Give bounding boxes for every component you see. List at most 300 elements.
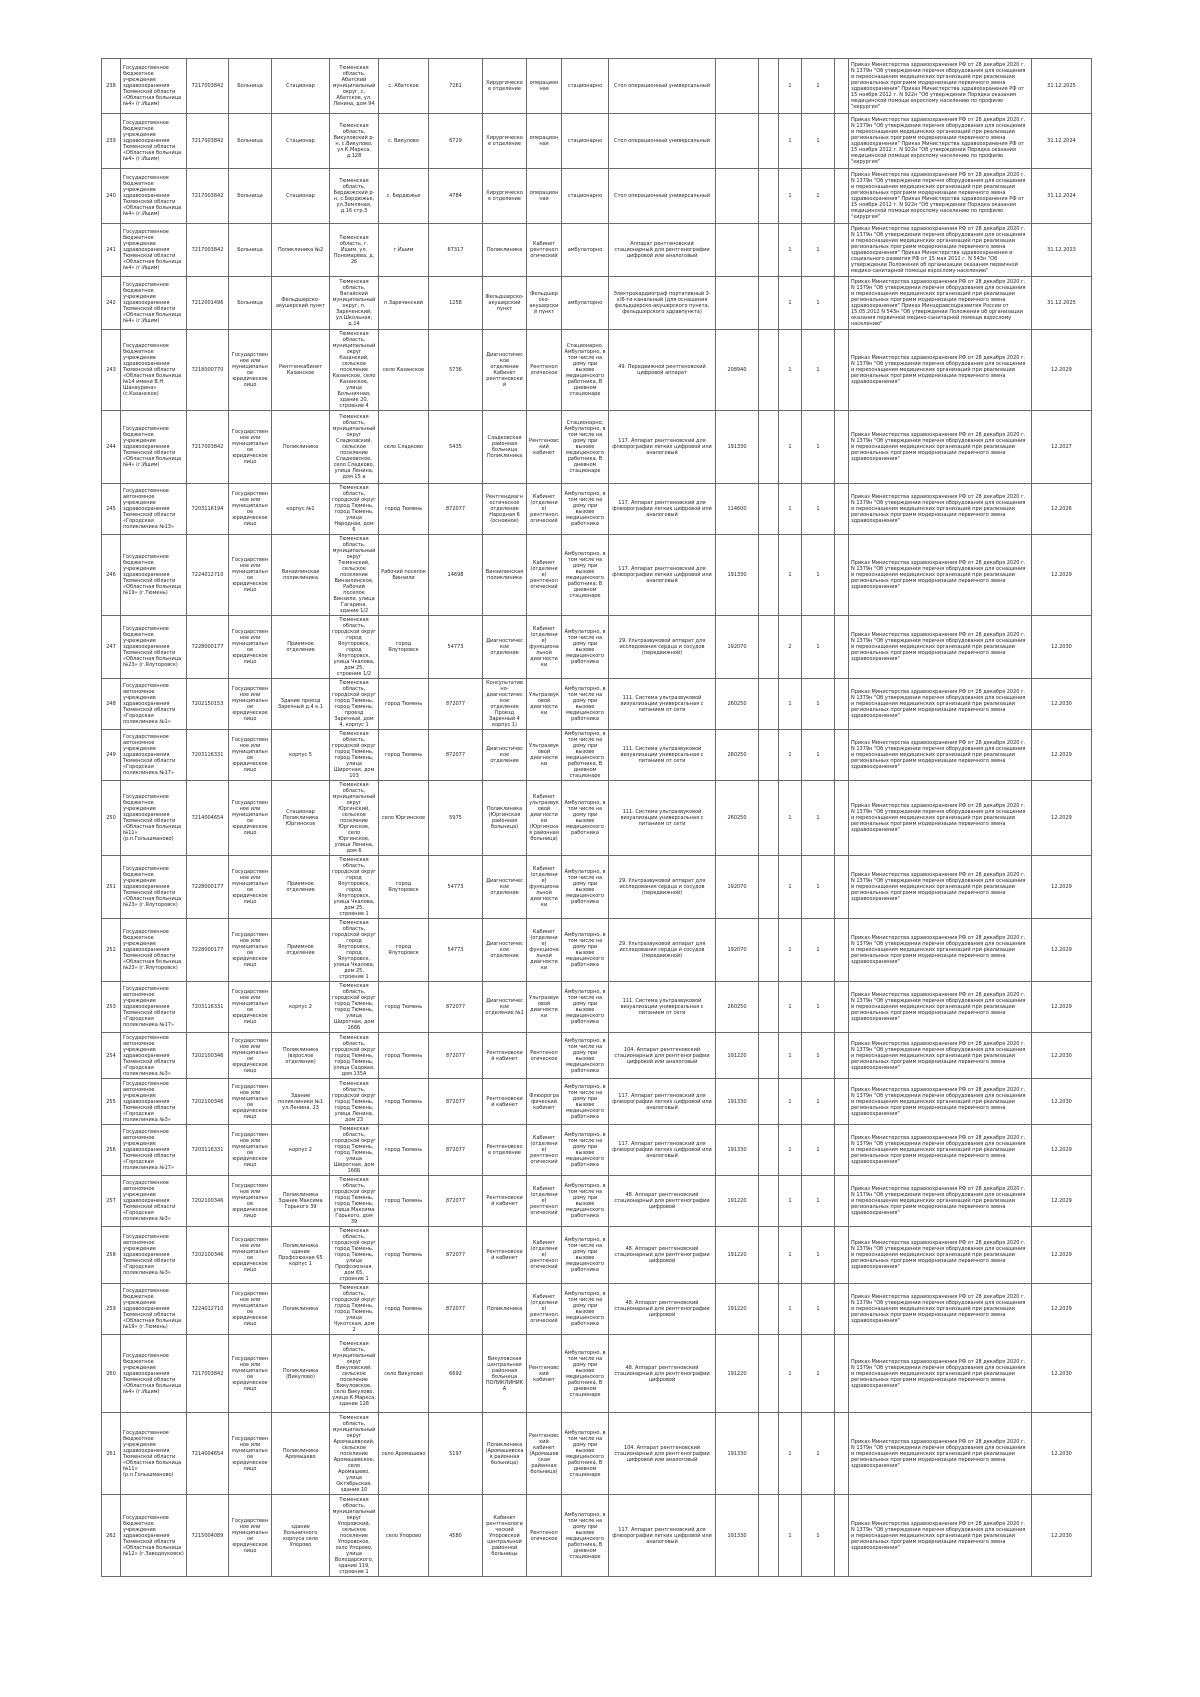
cell-org: Государственное бюджетное учреждение здравоохранения Тюменской области «Областная больница №23» (г.Ялуторовск) bbox=[121, 919, 187, 982]
cell-type: Государственное или муниципальное юридическое лицо bbox=[229, 856, 272, 919]
cell-equip: Электрокардиограф портативный 3-х/6-ти канальный (для оснащения фельдшерско-акушерского пункта, фельдшерского здравпункта) bbox=[609, 277, 716, 330]
cell-cond: стационарно bbox=[562, 59, 609, 114]
cell-type: Государственное или муниципальное юридическое лицо bbox=[229, 982, 272, 1033]
cell-addr: Тюменская область, городской округ город Тюмень, город Тюмень, улица Широтная, дом 103 bbox=[330, 730, 379, 781]
cell-pop: 872077 bbox=[429, 982, 483, 1033]
cell-c1: 260250 bbox=[716, 781, 759, 856]
cell-q1: 1 bbox=[779, 114, 802, 169]
cell-loc: село Викулово bbox=[379, 1335, 429, 1413]
cell-q2: 1 bbox=[802, 856, 835, 919]
cell-blank bbox=[835, 730, 849, 781]
cell-room: Кабинет (отделение) рентгенологический bbox=[527, 1227, 562, 1284]
cell-pop: 67317 bbox=[429, 224, 483, 277]
cell-pop: 872077 bbox=[429, 484, 483, 535]
cell-room: Кабинет (отделение) рентгенологический bbox=[527, 535, 562, 616]
cell-room: Кабинет (отделение) функциональной диагностики bbox=[527, 919, 562, 982]
cell-loc: село Сладково bbox=[379, 411, 429, 484]
cell-c2 bbox=[759, 856, 779, 919]
cell-cond: Амбулаторно, в том числе на дому при вызове медицинского работника bbox=[562, 679, 609, 730]
cell-inn: 7215004089 bbox=[187, 1495, 229, 1577]
cell-equip: Аппарат рентгеновский стационарный для рентгенографии цифровой или аналоговый bbox=[609, 224, 716, 277]
cell-blank bbox=[835, 169, 849, 224]
cell-date: 12.2030 bbox=[1032, 1413, 1092, 1495]
cell-loc: город Тюмень bbox=[379, 1079, 429, 1125]
cell-org: Государственное автономное учреждение здравоохранения Тюменской области «Городская поликлиника №3» bbox=[121, 1079, 187, 1125]
cell-date: 12.2029 bbox=[1032, 1284, 1092, 1335]
table-row bbox=[102, 1335, 1092, 1413]
cell-sub: Поликлиника (взрослое отделение) bbox=[272, 1033, 330, 1079]
cell-q1: 1 bbox=[779, 982, 802, 1033]
cell-loc: город Тюмень bbox=[379, 1284, 429, 1335]
cell-inn: 7202100346 bbox=[187, 1079, 229, 1125]
cell-n: 259 bbox=[102, 1284, 121, 1335]
cell-date: 12.2029 bbox=[1032, 856, 1092, 919]
cell-org: Государственное бюджетное учреждение здравоохранения Тюменской области «Областная больница №4» (г.Ишим) bbox=[121, 224, 187, 277]
cell-q2: 1 bbox=[802, 1033, 835, 1079]
cell-date: 12.2029 bbox=[1032, 730, 1092, 781]
table-row bbox=[102, 224, 1092, 277]
cell-equip: 117. Аппарат рентгеновский для флюорографии легких цифровой или аналоговый bbox=[609, 1125, 716, 1176]
cell-pop: 7261 bbox=[429, 59, 483, 114]
cell-n: 258 bbox=[102, 1227, 121, 1284]
cell-c2 bbox=[759, 616, 779, 679]
cell-q1: 1 bbox=[779, 1033, 802, 1079]
table-row bbox=[102, 277, 1092, 330]
cell-room: Рентгенологическое bbox=[527, 1495, 562, 1577]
cell-type: Государственное или муниципальное юридическое лицо bbox=[229, 1125, 272, 1176]
cell-q2: 1 bbox=[802, 679, 835, 730]
cell-addr: Тюменская область, Абатский муниципальный округ, с. Абатское, ул. Ленина, дом 94 bbox=[330, 59, 379, 114]
cell-blank bbox=[835, 1495, 849, 1577]
cell-n: 239 bbox=[102, 114, 121, 169]
cell-cond: Амбулаторно, в том числе на дому при вызове медицинского работника, В дневном стационаре bbox=[562, 730, 609, 781]
cell-addr: Тюменская область, Бердюжский р-н, с.Бердюжье, ул.Земляная, д.16 стр.3 bbox=[330, 169, 379, 224]
cell-c1: 192070 bbox=[716, 919, 759, 982]
cell-pop: 872077 bbox=[429, 730, 483, 781]
cell-loc: село Аромашево bbox=[379, 1413, 429, 1495]
cell-c1: 191330 bbox=[716, 1495, 759, 1577]
cell-blank bbox=[835, 277, 849, 330]
cell-inn: 7203116331 bbox=[187, 1125, 229, 1176]
table-row bbox=[102, 1033, 1092, 1079]
cell-doc: Приказ Министерства здравоохранения РФ от 28 декабря 2020 г. N 1379н "Об утверждении перечня оборудования для оснащения и переоснащения медицинских организаций при реализации региональных программ модернизации первичного звена здравоохранения" Приказ Министерства здравоохранения РФ от 15 ноября 2012 г. N 922н "Об утверждении Порядка оказания медицинской помощи взрослому населению по профилю "хирургия" bbox=[849, 169, 1032, 224]
cell-q2: 1 bbox=[802, 1335, 835, 1413]
cell-n: 247 bbox=[102, 616, 121, 679]
cell-sub: Поликлиника Аромашево bbox=[272, 1413, 330, 1495]
cell-cond: Амбулаторно, в том числе на дому при вызове медицинского работника bbox=[562, 1284, 609, 1335]
cell-cond: Амбулаторно, в том числе на дому при вызове медицинского работника bbox=[562, 982, 609, 1033]
cell-doc: Приказ Министерства здравоохранения РФ от 28 декабря 2020 г. N 1379н "Об утверждении перечня оборудования для оснащения и переоснащения медицинских организаций при реализации региональных программ модернизации первичного звена здравоохранения" bbox=[849, 781, 1032, 856]
cell-org: Государственное бюджетное учреждение здравоохранения Тюменской области «Областная больница №11» (р.п.Голышманово) bbox=[121, 781, 187, 856]
cell-type: Государственное или муниципальное юридическое лицо bbox=[229, 1176, 272, 1227]
cell-equip: 48. Аппарат рентгеновский стационарный для рентгенографии цифровой bbox=[609, 1335, 716, 1413]
cell-c2 bbox=[759, 1176, 779, 1227]
cell-date: 31.12.2023 bbox=[1032, 224, 1092, 277]
cell-sub: Стационар Поликлиника Юргинское bbox=[272, 781, 330, 856]
cell-addr: Тюменская область, городской округ город Тюмень, город Тюмень, улица Ленина, дом 23 bbox=[330, 1079, 379, 1125]
cell-c1: 191220 bbox=[716, 1033, 759, 1079]
table-row bbox=[102, 114, 1092, 169]
document-page bbox=[101, 58, 1091, 1577]
cell-org: Государственное бюджетное учреждение здравоохранения Тюменской области «Областная больница №4» (г.Ишим) bbox=[121, 1335, 187, 1413]
cell-blank bbox=[835, 1079, 849, 1125]
cell-q1: 1 bbox=[779, 59, 802, 114]
cell-type: Государственное или муниципальное юридическое лицо bbox=[229, 1079, 272, 1125]
cell-loc: село Юргинское bbox=[379, 781, 429, 856]
cell-q2: 1 bbox=[802, 1125, 835, 1176]
cell-addr: Тюменская область, городской округ город Ялуторовск, город Ялуторовск, улица Чкалова, дом 25, строение 1/2 bbox=[330, 616, 379, 679]
cell-n: 241 bbox=[102, 224, 121, 277]
cell-doc: Приказ Министерства здравоохранения РФ от 28 декабря 2020 г. N 1379н "Об утверждении перечня оборудования для оснащения и переоснащения медицинских организаций при реализации региональных программ модернизации первичного звена здравоохранения" bbox=[849, 535, 1032, 616]
cell-dept: Поликлиника (Аромашевская районная больница) bbox=[483, 1413, 527, 1495]
cell-c2 bbox=[759, 277, 779, 330]
cell-room: Флюорографический кабинет bbox=[527, 1079, 562, 1125]
table-row bbox=[102, 919, 1092, 982]
cell-date: 12.2030 bbox=[1032, 1033, 1092, 1079]
cell-c1 bbox=[716, 59, 759, 114]
cell-q1: 1 bbox=[779, 411, 802, 484]
cell-dept: Диагностическое отделение Кабинет рентгеновский bbox=[483, 330, 527, 411]
cell-loc: город Тюмень bbox=[379, 982, 429, 1033]
cell-sub: Поликлиника Здание Максима Горького 39 bbox=[272, 1176, 330, 1227]
table-row bbox=[102, 1495, 1092, 1577]
cell-date: 12.2029 bbox=[1032, 330, 1092, 411]
cell-c2 bbox=[759, 1335, 779, 1413]
cell-cond: Стационарно, Амбулаторно, в том числе на дому при вызове медицинского работника, В дневном стационаре bbox=[562, 411, 609, 484]
cell-loc: город Тюмень bbox=[379, 679, 429, 730]
cell-pop: 4580 bbox=[429, 1495, 483, 1577]
cell-date: 12.2029 bbox=[1032, 535, 1092, 616]
cell-c1: 260250 bbox=[716, 982, 759, 1033]
cell-type: Государственное или муниципальное юридическое лицо bbox=[229, 1227, 272, 1284]
cell-addr: Тюменская область, муниципальный округ Казанский, сельское поселение Казанское, село Казанское, улица Больничная, здание 20, строение 4 bbox=[330, 330, 379, 411]
cell-doc: Приказ Министерства здравоохранения РФ от 28 декабря 2020 г. N 1379н "Об утверждении перечня оборудования для оснащения и переоснащения медицинских организаций при реализации региональных программ модернизации первичного звена здравоохранения" bbox=[849, 982, 1032, 1033]
cell-n: 240 bbox=[102, 169, 121, 224]
cell-inn: 7203116331 bbox=[187, 730, 229, 781]
cell-doc: Приказ Министерства здравоохранения РФ от 28 декабря 2020 г. N 1379н "Об утверждении перечня оборудования для оснащения и переоснащения медицинских организаций при реализации региональных программ модернизации первичного звена здравоохранения" bbox=[849, 1335, 1032, 1413]
cell-n: 254 bbox=[102, 1033, 121, 1079]
cell-type: Государственное или муниципальное юридическое лицо bbox=[229, 484, 272, 535]
cell-q2: 1 bbox=[802, 1495, 835, 1577]
cell-pop: 5736 bbox=[429, 330, 483, 411]
cell-sub: Поликлиника bbox=[272, 1284, 330, 1335]
cell-q1: 1 bbox=[779, 330, 802, 411]
cell-dept: Поликлиника bbox=[483, 224, 527, 277]
cell-inn: 7212001496 bbox=[187, 277, 229, 330]
cell-cond: Амбулаторно, в том числе на дому при вызове медицинского работника bbox=[562, 781, 609, 856]
cell-blank bbox=[835, 330, 849, 411]
cell-cond: амбулаторно bbox=[562, 277, 609, 330]
cell-c1 bbox=[716, 169, 759, 224]
cell-date: 12.2027 bbox=[1032, 411, 1092, 484]
cell-org: Государственное автономное учреждение здравоохранения Тюменской области «Городская поликлиника №17» bbox=[121, 1125, 187, 1176]
cell-doc: Приказ Министерства здравоохранения РФ от 28 декабря 2020 г. N 1379н "Об утверждении перечня оборудования для оснащения и переоснащения медицинских организаций при реализации региональных программ модернизации первичного звена здравоохранения" bbox=[849, 1284, 1032, 1335]
cell-n: 246 bbox=[102, 535, 121, 616]
cell-c1: 191220 bbox=[716, 1335, 759, 1413]
cell-inn: 7217003842 bbox=[187, 411, 229, 484]
cell-c1: 191220 bbox=[716, 1284, 759, 1335]
cell-c1: 191220 bbox=[716, 1176, 759, 1227]
cell-dept: Рентгеновский кабинет bbox=[483, 1033, 527, 1079]
cell-inn: 7214004654 bbox=[187, 1413, 229, 1495]
cell-pop: 872077 bbox=[429, 1227, 483, 1284]
cell-dept: Диагностическое отделение bbox=[483, 730, 527, 781]
cell-n: 248 bbox=[102, 679, 121, 730]
cell-equip: 29. Ультразвуковой аппарат для исследования сердца и сосудов (передвижной) bbox=[609, 919, 716, 982]
cell-loc: село Упорово bbox=[379, 1495, 429, 1577]
cell-org: Государственное бюджетное учреждение здравоохранения Тюменской области «Областная больница №4» (г.Ишим) bbox=[121, 411, 187, 484]
cell-room: Ультразвуковой диагностики bbox=[527, 679, 562, 730]
cell-doc: Приказ Министерства здравоохранения РФ от 28 декабря 2020 г. N 1379н "Об утверждении перечня оборудования для оснащения и переоснащения медицинских организаций при реализации региональных программ модернизации первичного звена здравоохранения" bbox=[849, 730, 1032, 781]
cell-inn: 7202150153 bbox=[187, 679, 229, 730]
cell-c1: 260250 bbox=[716, 679, 759, 730]
cell-cond: Амбулаторно, в том числе на дому при вызове медицинского работника bbox=[562, 1079, 609, 1125]
cell-equip: Стол операционный универсальный bbox=[609, 169, 716, 224]
cell-date: 12.2029 bbox=[1032, 1176, 1092, 1227]
cell-q1: 1 bbox=[779, 1176, 802, 1227]
table-row bbox=[102, 535, 1092, 616]
cell-room: Кабинет рентгенологический bbox=[527, 224, 562, 277]
cell-sub: Приемное отделение bbox=[272, 616, 330, 679]
cell-q2: 1 bbox=[802, 277, 835, 330]
table-row bbox=[102, 781, 1092, 856]
cell-pop: 5435 bbox=[429, 411, 483, 484]
cell-blank bbox=[835, 1033, 849, 1079]
cell-room: Рентгеновский кабинет bbox=[527, 1335, 562, 1413]
cell-doc: Приказ Министерства здравоохранения РФ от 28 декабря 2020 г. N 1379н "Об утверждении перечня оборудования для оснащения и переоснащения медицинских организаций при реализации региональных программ модернизации первичного звена здравоохранения" bbox=[849, 1176, 1032, 1227]
cell-blank bbox=[835, 535, 849, 616]
cell-pop: 54773 bbox=[429, 919, 483, 982]
cell-q2: 1 bbox=[802, 1284, 835, 1335]
cell-inn: 7202100346 bbox=[187, 1176, 229, 1227]
cell-equip: 117. Аппарат рентгеновский для флюорографии легких цифровой или аналоговый bbox=[609, 411, 716, 484]
cell-c1 bbox=[716, 277, 759, 330]
cell-inn: 7228000177 bbox=[187, 856, 229, 919]
cell-c1: 208940 bbox=[716, 330, 759, 411]
cell-dept: Хирургическое отделение bbox=[483, 59, 527, 114]
cell-org: Государственное автономное учреждение здравоохранения Тюменской области «Городская поликлиника №13» bbox=[121, 484, 187, 535]
cell-c1: 191330 bbox=[716, 1413, 759, 1495]
cell-sub: Стационар bbox=[272, 59, 330, 114]
cell-inn: 7217003842 bbox=[187, 169, 229, 224]
cell-sub: Приемное отделение bbox=[272, 919, 330, 982]
cell-q1: 1 bbox=[779, 169, 802, 224]
cell-c2 bbox=[759, 169, 779, 224]
cell-sub: корпус 2 bbox=[272, 1125, 330, 1176]
cell-org: Государственное автономное учреждение здравоохранения Тюменской области «Городская поликлиника №17» bbox=[121, 982, 187, 1033]
cell-cond: Стационарно, Амбулаторно, в том числе на дому при вызове медицинского работника, В дневном стационаре bbox=[562, 330, 609, 411]
cell-c2 bbox=[759, 1079, 779, 1125]
cell-n: 244 bbox=[102, 411, 121, 484]
cell-q1: 1 bbox=[779, 484, 802, 535]
cell-c2 bbox=[759, 484, 779, 535]
cell-pop: 872077 bbox=[429, 1079, 483, 1125]
cell-doc: Приказ Министерства здравоохранения РФ от 28 декабря 2020 г. N 1379н "Об утверждении перечня оборудования для оснащения и переоснащения медицинских организаций при реализации региональных программ модернизации первичного звена здравоохранения" bbox=[849, 1125, 1032, 1176]
cell-c2 bbox=[759, 59, 779, 114]
table-row bbox=[102, 856, 1092, 919]
cell-dept: Диагностическое отделение bbox=[483, 919, 527, 982]
cell-inn: 7214004654 bbox=[187, 781, 229, 856]
cell-doc: Приказ Министерства здравоохранения РФ от 28 декабря 2020 г. N 1379н "Об утверждении перечня оборудования для оснащения и переоснащения медицинских организаций при реализации региональных программ модернизации первичного звена здравоохранения" Приказ Министерства здравоохранения и социального развития РФ от 15 мая 2012 г. N 543н "Об утверждении Положения об организации оказания первичной медико-санитарной помощи взрослому населению" bbox=[849, 224, 1032, 277]
table-row bbox=[102, 1413, 1092, 1495]
cell-date: 12.2030 bbox=[1032, 616, 1092, 679]
cell-doc: Приказ Министерства здравоохранения РФ от 28 декабря 2020 г. N 1379н "Об утверждении перечня оборудования для оснащения и переоснащения медицинских организаций при реализации региональных программ модернизации первичного звена здравоохранения" Приказ Министерства здравоохранения РФ от 15 ноября 2012 г. N 922н "Об утверждении Порядка оказания медицинской помощи взрослому населению по профилю "хирургия" bbox=[849, 114, 1032, 169]
cell-cond: Амбулаторно, в том числе на дому при вызове медицинского работника bbox=[562, 484, 609, 535]
cell-org: Государственное бюджетное учреждение здравоохранения Тюменской области «Областная больница №4» (г.Ишим) bbox=[121, 59, 187, 114]
cell-cond: Амбулаторно, в том числе на дому при вызове медицинского работника bbox=[562, 1125, 609, 1176]
cell-addr: Тюменская область, муниципальный округ Сладковский, сельское поселение Сладковское, село Сладково, улица Ленина, дом 15 а bbox=[330, 411, 379, 484]
cell-doc: Приказ Министерства здравоохранения РФ от 28 декабря 2020 г. N 1379н "Об утверждении перечня оборудования для оснащения и переоснащения медицинских организаций при реализации региональных программ модернизации первичного звена здравоохранения" bbox=[849, 679, 1032, 730]
cell-q2: 1 bbox=[802, 1079, 835, 1125]
cell-n: 261 bbox=[102, 1413, 121, 1495]
cell-addr: Тюменская область, г. Ишим, ул. Пономарёва, д. 26 bbox=[330, 224, 379, 277]
cell-q1: 1 bbox=[779, 1413, 802, 1495]
cell-equip: 104. Аппарат рентгеновский стационарный для рентгенографии цифровой или аналоговый bbox=[609, 1033, 716, 1079]
cell-sub: Поликлиника (Викулово) bbox=[272, 1335, 330, 1413]
cell-q2: 1 bbox=[802, 330, 835, 411]
cell-q1: 1 bbox=[779, 856, 802, 919]
cell-addr: Тюменская область, муниципальный округ Упоровский, сельское поселение Упоровское, село Упорово, улица Володарского, здание 119, строение 1 bbox=[330, 1495, 379, 1577]
cell-dept: Фельдшерско-акушерский пункт bbox=[483, 277, 527, 330]
cell-date: 12.2030 bbox=[1032, 679, 1092, 730]
cell-c2 bbox=[759, 679, 779, 730]
cell-addr: Тюменская область, муниципальный округ Аромашевский, сельское поселение Аромашевское, село Аромашево, улица Октябрьская, здание 10 bbox=[330, 1413, 379, 1495]
cell-dept: Поликлиника (Юргинская районная больница) bbox=[483, 781, 527, 856]
cell-cond: Амбулаторно, в том числе на дому при вызове медицинского работника bbox=[562, 919, 609, 982]
cell-n: 253 bbox=[102, 982, 121, 1033]
cell-inn: 7217003842 bbox=[187, 1335, 229, 1413]
cell-q1: 2 bbox=[779, 616, 802, 679]
cell-date: 12.2029 bbox=[1032, 982, 1092, 1033]
cell-blank bbox=[835, 411, 849, 484]
cell-q1: 1 bbox=[779, 224, 802, 277]
cell-dept: Рентгеновский кабинет bbox=[483, 1079, 527, 1125]
cell-type: Больница bbox=[229, 114, 272, 169]
cell-n: 262 bbox=[102, 1495, 121, 1577]
cell-room: Ультразвуковой диагностики bbox=[527, 730, 562, 781]
cell-addr: Тюменская область, городской округ город Ялуторовск, город Ялуторовск, улица Чкалова, дом 25, строение 1 bbox=[330, 856, 379, 919]
cell-org: Государственное автономное учреждение здравоохранения Тюменской области «Городская поликлиника №3» bbox=[121, 1176, 187, 1227]
cell-q1: 1 bbox=[779, 1227, 802, 1284]
cell-q1: 1 bbox=[779, 679, 802, 730]
cell-doc: Приказ Министерства здравоохранения РФ от 28 декабря 2020 г. N 1379н "Об утверждении перечня оборудования для оснащения и переоснащения медицинских организаций при реализации региональных программ модернизации первичного звена здравоохранения" bbox=[849, 1079, 1032, 1125]
cell-dept: Диагностическое отделение bbox=[483, 616, 527, 679]
cell-equip: 48. Аппарат рентгеновский стационарный для рентгенографии цифровой bbox=[609, 1284, 716, 1335]
cell-c2 bbox=[759, 982, 779, 1033]
cell-loc: город Тюмень bbox=[379, 1033, 429, 1079]
cell-org: Государственное бюджетное учреждение здравоохранения Тюменской области «Областная больница №14 имени В.Н. Шанаурина» (с.Казанское) bbox=[121, 330, 187, 411]
cell-org: Государственное бюджетное учреждение здравоохранения Тюменской области «Областная больница №4» (г.Ишим) bbox=[121, 114, 187, 169]
table-row bbox=[102, 169, 1092, 224]
cell-blank bbox=[835, 679, 849, 730]
table-row bbox=[102, 616, 1092, 679]
cell-org: Государственное бюджетное учреждение здравоохранения Тюменской области «Областная больница №4» (г.Ишим) bbox=[121, 277, 187, 330]
cell-q2: 1 bbox=[802, 616, 835, 679]
cell-dept: Кабинет рентгенологический Упоровской центральной районной больницы bbox=[483, 1495, 527, 1577]
cell-q1: 1 bbox=[779, 919, 802, 982]
cell-date: 12.2029 bbox=[1032, 919, 1092, 982]
cell-room: Рентгеновский кабинет (Аромашевская районная больница) bbox=[527, 1413, 562, 1495]
cell-inn: 7203116331 bbox=[187, 982, 229, 1033]
cell-q1: 1 bbox=[779, 1125, 802, 1176]
cell-q2: 1 bbox=[802, 730, 835, 781]
cell-sub: Стационар bbox=[272, 114, 330, 169]
cell-doc: Приказ Министерства здравоохранения РФ от 28 декабря 2020 г. N 1379н "Об утверждении перечня оборудования для оснащения и переоснащения медицинских организаций при реализации региональных программ модернизации первичного звена здравоохранения" bbox=[849, 1033, 1032, 1079]
cell-room: Фельдшерско-акушерский пункт bbox=[527, 277, 562, 330]
cell-equip: 111. Система ультразвуковой визуализации универсальная с питанием от сети bbox=[609, 730, 716, 781]
cell-c1: 191330 bbox=[716, 411, 759, 484]
cell-inn: 7217003842 bbox=[187, 59, 229, 114]
cell-q1: 1 bbox=[779, 535, 802, 616]
cell-c1: 114600 bbox=[716, 484, 759, 535]
cell-room: Кабинет (отделение) рентгенологический bbox=[527, 1284, 562, 1335]
cell-equip: 111. Система ультразвуковой визуализации универсальная с питанием от сети bbox=[609, 982, 716, 1033]
cell-q2: 1 bbox=[802, 1176, 835, 1227]
cell-blank bbox=[835, 616, 849, 679]
cell-n: 252 bbox=[102, 919, 121, 982]
cell-pop: 5197 bbox=[429, 1413, 483, 1495]
cell-cond: Амбулаторно, в том числе на дому при вызове медицинского работника bbox=[562, 856, 609, 919]
cell-blank bbox=[835, 59, 849, 114]
cell-doc: Приказ Министерства здравоохранения РФ от 28 декабря 2020 г. N 1379н "Об утверждении перечня оборудования для оснащения и переоснащения медицинских организаций при реализации региональных программ модернизации первичного звена здравоохранения" bbox=[849, 1227, 1032, 1284]
table-row bbox=[102, 1284, 1092, 1335]
cell-q2: 1 bbox=[802, 535, 835, 616]
cell-org: Государственное автономное учреждение здравоохранения Тюменской области «Городская поликлиника №1» bbox=[121, 679, 187, 730]
cell-doc: Приказ Министерства здравоохранения РФ от 28 декабря 2020 г. N 1379н "Об утверждении перечня оборудования для оснащения и переоснащения медицинских организаций при реализации региональных программ модернизации первичного звена здравоохранения" bbox=[849, 484, 1032, 535]
cell-date: 12.2030 bbox=[1032, 1335, 1092, 1413]
cell-date: 12.2030 bbox=[1032, 1079, 1092, 1125]
cell-doc: Приказ Министерства здравоохранения РФ от 28 декабря 2020 г. N 1379н "Об утверждении перечня оборудования для оснащения и переоснащения медицинских организаций при реализации региональных программ модернизации первичного звена здравоохранения" Приказ Минздравсоцразвития России от 15.05.2012 N 543н "Об утверждении Положения об организации оказания первичной медико-санитарной помощи взрослому населению" bbox=[849, 277, 1032, 330]
cell-date: 12.2030 bbox=[1032, 1495, 1092, 1577]
cell-addr: Тюменская область, муниципальный округ Викуловский, сельское поселение Викуловское, село Викулово, улица К.Маркса, здание 128 bbox=[330, 1335, 379, 1413]
cell-c2 bbox=[759, 1284, 779, 1335]
table-row bbox=[102, 330, 1092, 411]
cell-doc: Приказ Министерства здравоохранения РФ от 28 декабря 2020 г. N 1379н "Об утверждении перечня оборудования для оснащения и переоснащения медицинских организаций при реализации региональных программ модернизации первичного звена здравоохранения" bbox=[849, 1413, 1032, 1495]
cell-dept: Поликлиника bbox=[483, 1284, 527, 1335]
cell-room: Кабинет (отделение) рентгенологический bbox=[527, 1176, 562, 1227]
cell-type: Больница bbox=[229, 277, 272, 330]
cell-doc: Приказ Министерства здравоохранения РФ от 28 декабря 2020 г. N 1379н "Об утверждении перечня оборудования для оснащения и переоснащения медицинских организаций при реализации региональных программ модернизации первичного звена здравоохранения" bbox=[849, 1495, 1032, 1577]
cell-c2 bbox=[759, 411, 779, 484]
cell-room: Рентгенологическое bbox=[527, 1033, 562, 1079]
cell-pop: 5975 bbox=[429, 781, 483, 856]
cell-type: Государственное или муниципальное юридическое лицо bbox=[229, 1033, 272, 1079]
cell-inn: 7228000177 bbox=[187, 616, 229, 679]
cell-pop: 872077 bbox=[429, 1176, 483, 1227]
cell-blank bbox=[835, 1125, 849, 1176]
cell-equip: 111. Система ультразвуковой визуализации универсальная с питанием от сети bbox=[609, 679, 716, 730]
cell-sub: Здание поликлиники №1 ул.Ленина, 23 bbox=[272, 1079, 330, 1125]
cell-inn: 7224012710 bbox=[187, 1284, 229, 1335]
cell-sub: Поликлиника здание Профсоюзная 65 корпус 1 bbox=[272, 1227, 330, 1284]
table-row bbox=[102, 1079, 1092, 1125]
cell-dept: Викуловская центральная районная больница ПОЛИКЛИНИКА bbox=[483, 1335, 527, 1413]
cell-dept: Рентгеновский кабинет bbox=[483, 1227, 527, 1284]
cell-c2 bbox=[759, 730, 779, 781]
cell-equip: Стол операционный универсальный bbox=[609, 59, 716, 114]
cell-addr: Тюменская область, городской округ город Тюмень, город Тюмень, улица Максима Горького, дом 39 bbox=[330, 1176, 379, 1227]
cell-q1: 1 bbox=[779, 1335, 802, 1413]
cell-addr: Тюменская область, городской округ город Тюмень, город Тюмень, улица Профсоюзная, дом 65, строение 1 bbox=[330, 1227, 379, 1284]
cell-doc: Приказ Министерства здравоохранения РФ от 28 декабря 2020 г. N 1379н "Об утверждении перечня оборудования для оснащения и переоснащения медицинских организаций при реализации региональных программ модернизации первичного звена здравоохранения" Приказ Министерства здравоохранения РФ от 15 ноября 2012 г. N 922н "Об утверждении Порядка оказания медицинской помощи взрослому населению по профилю "хирургия" bbox=[849, 59, 1032, 114]
cell-equip: Стол операционный универсальный bbox=[609, 114, 716, 169]
cell-date: 31.12.2024 bbox=[1032, 169, 1092, 224]
cell-n: 245 bbox=[102, 484, 121, 535]
cell-loc: город Ялуторовск bbox=[379, 616, 429, 679]
cell-pop: 14698 bbox=[429, 535, 483, 616]
cell-sub: Здание проезд Заречный д.4 к.1 bbox=[272, 679, 330, 730]
cell-type: Больница bbox=[229, 59, 272, 114]
